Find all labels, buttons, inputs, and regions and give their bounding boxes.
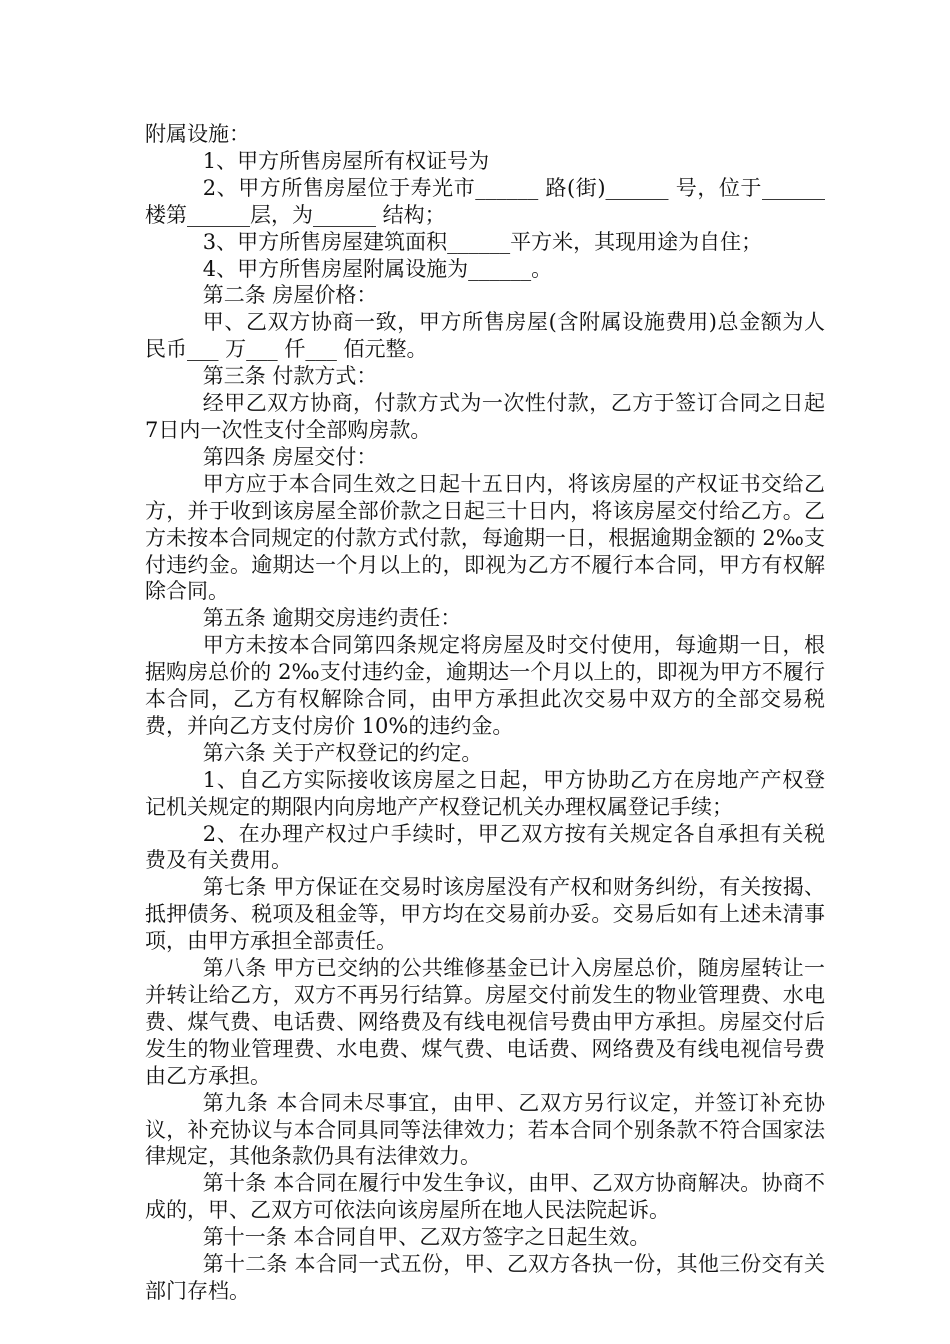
contract-document — [145, 121, 825, 1305]
article-10: 第十条 本合同在履行中发生争议，由甲、乙双方协商解决。协商不成的，甲、乙双方可依法向该房屋所在地人民法院起诉。 — [145, 1171, 825, 1223]
article-3-heading: 第三条 付款方式： — [202, 364, 378, 389]
clause-item-4-facilities: 4、甲方所售房屋附属设施为______。 — [202, 256, 553, 281]
article-6-item-1: 1、自乙方实际接收该房屋之日起，甲方协助乙方在房地产产权登记机关规定的期限内向房地产产权登记机关办理权属登记手续； — [145, 767, 825, 819]
clause-item-3-floor-area: 3、甲方所售房屋建筑面积______平方米，其现用途为自住； — [202, 229, 763, 254]
article-3-body: 经甲乙双方协商，付款方式为一次性付款，乙方于签订合同之日起7日内一次性支付全部购房款。 — [145, 391, 825, 442]
article-9: 第九条 本合同未尽事宜，由甲、乙双方另行议定，并签订补充协议，补充协议与本合同具同等法律效力；若本合同个别条款不符合国家法律规定，其他条款仍具有法律效力。 — [145, 1090, 825, 1169]
article-2-body: 甲、乙双方协商一致，甲方所售房屋(含附属设施费用)总金额为人民币___ 万___ 仟___ 佰元整。 — [145, 310, 825, 362]
article-4-body: 甲方应于本合同生效之日起十五日内，将该房屋的产权证书交给乙方，并于收到该房屋全部价款之日起三十日内，将该房屋交付给乙方。乙方未按本合同规定的付款方式付款，每逾期一日，根据逾期金额的 2‰支付违约金。逾期达一个月以上的，即视为乙方不履行本合同，甲方有权解除合同。 — [145, 471, 825, 604]
clause-item-1-ownership-certificate: 1、甲方所售房屋所有权证号为 — [202, 148, 490, 173]
article-2-heading: 第二条 房屋价格： — [202, 283, 378, 308]
article-5-heading: 第五条 逾期交房违约责任： — [202, 606, 462, 631]
article-5-body: 甲方未按本合同第四条规定将房屋及时交付使用，每逾期一日，根据购房总价的 2‰支付违约金，逾期达一个月以上的，即视为甲方不履行本合同，乙方有权解除合同，由甲方承担此次交易中双方的全部交易税费，并向乙方支付房价 10%的违约金。 — [145, 633, 825, 738]
article-12: 第十二条 本合同一式五份，甲、乙双方各执一份，其他三份交有关部门存档。 — [145, 1252, 825, 1303]
article-6-heading: 第六条 关于产权登记的约定。 — [202, 740, 483, 765]
article-4-heading: 第四条 房屋交付： — [202, 444, 378, 469]
article-6-item-2: 2、在办理产权过户手续时，甲乙双方按有关规定各自承担有关税费及有关费用。 — [145, 821, 825, 873]
article-8: 第八条 甲方已交纳的公共维修基金已计入房屋总价，随房屋转让一并转让给乙方，双方不再另行结算。房屋交付前发生的物业管理费、水电费、煤气费、电话费、网络费及有线电视信号费由甲方承担。房屋交付后发生的物业管理费、水电费、煤气费、电话费、网络费及有线电视信号费由乙方承担。 — [145, 956, 825, 1088]
article-11: 第十一条 本合同自甲、乙双方签字之日起生效。 — [202, 1225, 651, 1250]
section-heading-attached-facilities: 附属设施： — [145, 122, 250, 146]
clause-item-2-location: 2、甲方所售房屋位于寿光市______ 路(街)______ 号，位于______楼第______层，为______ 结构； — [145, 175, 825, 227]
article-7: 第七条 甲方保证在交易时该房屋没有产权和财务纠纷，有关按揭、抵押债务、税项及租金等，甲方均在交易前办妥。交易后如有上述未清事项，由甲方承担全部责任。 — [145, 875, 825, 954]
